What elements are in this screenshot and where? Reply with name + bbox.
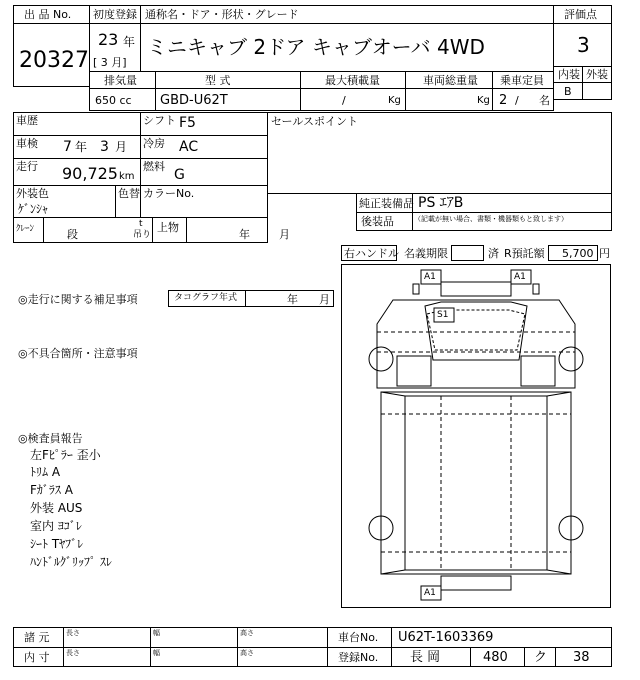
crane-label: ｸﾚｰﾝ — [16, 224, 35, 234]
inspection-year: 7 — [63, 139, 72, 155]
specs-label: 諸 元 — [24, 631, 50, 644]
dims-length-label: 長さ — [66, 649, 80, 657]
registration-number: 38 — [573, 650, 590, 665]
inspector-line-2: ﾄﾘﾑ A — [30, 465, 61, 479]
lot-number: 20327 — [19, 48, 89, 73]
capacity-slash: / — [515, 94, 519, 107]
capacity: 2 — [499, 93, 508, 108]
damage-mark-s1-windshield: S1 — [437, 310, 449, 320]
lift-year: 年 — [239, 228, 250, 241]
gross-weight-label: 車両総重量 — [423, 74, 478, 87]
specs-length-label: 長さ — [66, 629, 80, 637]
inspector-line-1: 左Fﾋﾟﾗｰ 歪小 — [30, 448, 101, 462]
sales-point-label: セールスポイント — [271, 115, 359, 128]
first-registration-label: 初度登録 — [93, 8, 137, 21]
standard-equipment-label: 純正装備品 — [359, 197, 414, 210]
damage-mark-a1-rear: A1 — [424, 588, 436, 598]
inspector-line-6: ｼｰﾄ Tﾔﾌﾞﾚ — [30, 537, 84, 551]
tachograph-month: 月 — [319, 293, 330, 306]
score-label: 評価点 — [564, 8, 597, 21]
driving-notes-label: ◎走行に関する補足事項 — [18, 293, 138, 306]
tachograph-label: タコグラフ年式 — [174, 293, 238, 303]
chassis-number: U62T-1603369 — [398, 630, 494, 645]
aftermarket-note: （記載が無い場合、書類・機器類もと致します） — [414, 215, 568, 223]
inspector-report-label: ◎検査員報告 — [18, 432, 83, 445]
dims-width-label: 幅 — [153, 649, 160, 657]
displacement: 650 cc — [95, 94, 132, 107]
specs-height-label: 高さ — [240, 629, 254, 637]
mileage-unit: km — [119, 171, 135, 182]
gross-weight-unit: Kg — [477, 95, 490, 106]
model-name: ミニキャブ 2ドア キャブオーバ 4WD — [147, 35, 485, 59]
displacement-label: 排気量 — [104, 74, 137, 87]
inspection-month-unit: 月 — [115, 140, 128, 154]
mileage-label: 走行 — [16, 160, 38, 173]
yen-unit: 円 — [599, 247, 610, 260]
truck-diagram — [341, 264, 611, 608]
max-load-unit: Kg — [388, 95, 401, 106]
shift: F5 — [179, 115, 196, 131]
crane-suspend: 吊り — [133, 230, 152, 240]
damage-mark-a1-front-right: A1 — [514, 272, 526, 282]
inspection-year-unit: 年 — [75, 140, 88, 154]
dims-height-label: 高さ — [240, 649, 254, 657]
interior-score: B — [564, 85, 572, 98]
inspector-line-3: Fｶﾞﾗｽ A — [30, 483, 73, 497]
inner-dims-label: 内 寸 — [24, 651, 50, 664]
color-change-label: 色替 — [118, 187, 140, 200]
model-code: GBD-U62T — [160, 93, 228, 108]
mileage: 90,725 — [62, 164, 118, 183]
fuel: G — [174, 167, 185, 183]
recycle-prefix: 済 — [488, 247, 499, 260]
score: 3 — [577, 33, 590, 57]
first-registration-year: 23 — [98, 30, 119, 49]
inspector-line-7: ﾊﾝﾄﾞﾙｸﾞﾘｯﾌﾟ ｽﾚ — [30, 555, 112, 569]
max-load-label: 最大積載量 — [325, 74, 380, 87]
registration-kana: ク — [534, 650, 548, 665]
registration-area: 長 岡 — [410, 650, 441, 665]
inspector-line-5: 室内 ﾖｺﾞﾚ — [30, 519, 82, 533]
max-load: / — [342, 94, 346, 107]
exterior-color-label: 外装色 — [16, 187, 49, 200]
name-change-box — [451, 245, 484, 261]
capacity-label: 乗車定員 — [500, 74, 544, 87]
registration-class: 480 — [483, 650, 508, 665]
exterior-color: ｹﾞﾝｼｬ — [18, 202, 49, 216]
chassis-label: 車台No. — [338, 631, 379, 644]
capacity-unit: 名 — [539, 94, 550, 107]
inspector-line-4: 外装 AUS — [30, 501, 83, 515]
right-handle: 右ハンドル — [344, 247, 399, 260]
interior-score-label: 内装 — [558, 68, 580, 81]
exterior-score-label: 外装 — [586, 68, 608, 81]
inspection-month: 3 — [100, 139, 109, 155]
ac: AC — [179, 139, 199, 155]
first-registration-month: [ 3 月] — [93, 56, 127, 69]
model-name-label: 通称名・ドア・形状・グレード — [145, 8, 299, 21]
specs-width-label: 幅 — [153, 629, 160, 637]
first-registration-year-unit: 年 — [123, 35, 136, 49]
standard-equipment: PS ｴｱB — [418, 195, 464, 211]
lot-number-label: 出 品 No. — [24, 8, 72, 21]
ac-label: 冷房 — [143, 137, 165, 150]
crane-ton: t — [139, 219, 143, 229]
registration-label: 登録No. — [338, 651, 379, 664]
color-code-label: カラーNo. — [143, 187, 195, 200]
inspection-label: 車検 — [16, 137, 38, 150]
recycle-amount: 5,700 — [562, 247, 594, 260]
damage-mark-a1-front-left: A1 — [424, 272, 436, 282]
recycle-label: R預託額 — [504, 247, 545, 260]
defects-label: ◎不具合箇所・注意事項 — [18, 347, 138, 360]
history-label: 車歴 — [16, 114, 38, 127]
tachograph-year: 年 — [287, 293, 298, 306]
model-code-label: 型 式 — [205, 74, 231, 87]
crane-stage-unit: 段 — [67, 228, 78, 241]
fuel-label: 燃料 — [143, 160, 165, 173]
lift-label: 上物 — [157, 221, 179, 234]
shift-label: シフト — [143, 114, 176, 127]
lift-month: 月 — [279, 228, 290, 241]
aftermarket-label: 後装品 — [361, 215, 394, 228]
name-change-label: 名義期限 — [404, 247, 448, 260]
